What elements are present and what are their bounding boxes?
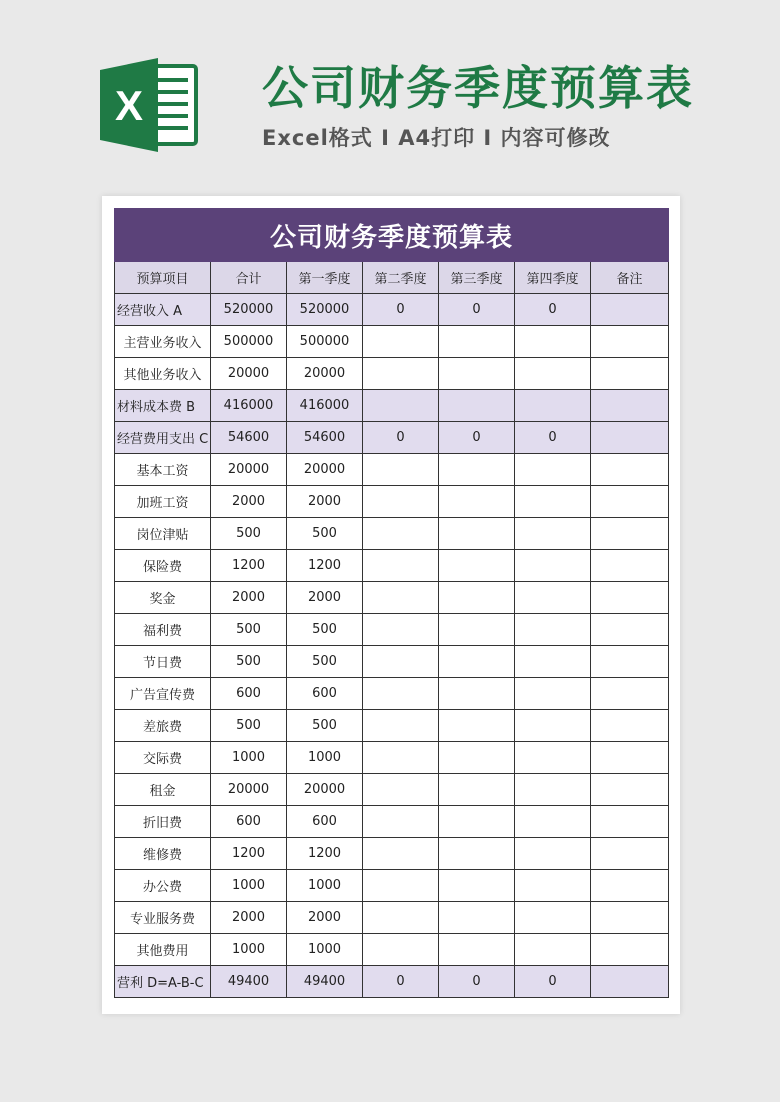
column-header: 第四季度 xyxy=(515,262,591,294)
q4-cell[interactable] xyxy=(515,390,591,422)
table-row xyxy=(115,582,669,614)
q1-cell[interactable]: 600 xyxy=(287,678,363,710)
q4-cell[interactable] xyxy=(515,806,591,838)
table-header-row xyxy=(115,262,669,294)
note-cell[interactable] xyxy=(591,966,669,998)
q1-cell[interactable]: 1000 xyxy=(287,934,363,966)
excel-logo-letter: X xyxy=(114,82,144,129)
total-cell[interactable]: 49400 xyxy=(211,966,287,998)
note-cell[interactable] xyxy=(591,518,669,550)
note-cell[interactable] xyxy=(591,454,669,486)
total-cell[interactable]: 2000 xyxy=(211,902,287,934)
q1-cell[interactable]: 600 xyxy=(287,806,363,838)
table-row xyxy=(115,742,669,774)
q4-cell[interactable] xyxy=(515,614,591,646)
total-cell[interactable]: 1000 xyxy=(211,742,287,774)
total-cell[interactable]: 54600 xyxy=(211,422,287,454)
q3-cell[interactable] xyxy=(439,326,515,358)
table-row xyxy=(115,518,669,550)
note-cell[interactable] xyxy=(591,710,669,742)
q3-cell[interactable] xyxy=(439,390,515,422)
total-cell[interactable]: 1200 xyxy=(211,838,287,870)
total-cell[interactable]: 600 xyxy=(211,678,287,710)
note-cell[interactable] xyxy=(591,870,669,902)
q4-cell[interactable] xyxy=(515,742,591,774)
q4-cell[interactable] xyxy=(515,934,591,966)
budget-table xyxy=(114,208,669,998)
q4-cell[interactable] xyxy=(515,550,591,582)
q2-cell[interactable] xyxy=(363,902,439,934)
q2-cell[interactable] xyxy=(363,454,439,486)
budget-item-cell[interactable]: 差旅费 xyxy=(115,710,211,742)
q1-cell[interactable]: 20000 xyxy=(287,454,363,486)
q2-cell[interactable]: 0 xyxy=(363,422,439,454)
table-title: 公司财务季度预算表 xyxy=(115,209,669,262)
q1-cell[interactable]: 500 xyxy=(287,614,363,646)
q4-cell[interactable] xyxy=(515,678,591,710)
budget-item-cell[interactable]: 经营收入 A xyxy=(115,294,211,326)
q1-cell[interactable]: 1000 xyxy=(287,870,363,902)
page-subtitle: Excel格式 I A4打印 I 内容可修改 xyxy=(262,126,611,150)
q2-cell[interactable] xyxy=(363,518,439,550)
budget-item-cell[interactable]: 加班工资 xyxy=(115,486,211,518)
budget-item-cell[interactable]: 交际费 xyxy=(115,742,211,774)
q3-cell[interactable] xyxy=(439,358,515,390)
total-cell[interactable]: 1000 xyxy=(211,870,287,902)
q2-cell[interactable]: 0 xyxy=(363,294,439,326)
q1-cell[interactable]: 2000 xyxy=(287,902,363,934)
table-row xyxy=(115,710,669,742)
budget-item-cell[interactable]: 办公费 xyxy=(115,870,211,902)
table-row xyxy=(115,902,669,934)
budget-item-cell[interactable]: 营利 D=A-B-C xyxy=(115,966,211,998)
budget-item-cell[interactable]: 其他业务收入 xyxy=(115,358,211,390)
table-row xyxy=(115,646,669,678)
total-cell[interactable]: 500 xyxy=(211,710,287,742)
note-cell[interactable] xyxy=(591,774,669,806)
q4-cell[interactable] xyxy=(515,486,591,518)
column-header: 第二季度 xyxy=(363,262,439,294)
column-header: 预算项目 xyxy=(115,262,211,294)
total-cell[interactable]: 500 xyxy=(211,646,287,678)
q2-cell[interactable] xyxy=(363,582,439,614)
q3-cell[interactable] xyxy=(439,454,515,486)
q2-cell[interactable] xyxy=(363,358,439,390)
q4-cell[interactable] xyxy=(515,454,591,486)
q3-cell[interactable] xyxy=(439,838,515,870)
total-cell[interactable]: 20000 xyxy=(211,774,287,806)
q1-cell[interactable]: 20000 xyxy=(287,358,363,390)
q2-cell[interactable] xyxy=(363,614,439,646)
q4-cell[interactable] xyxy=(515,646,591,678)
q4-cell[interactable] xyxy=(515,902,591,934)
q1-cell[interactable]: 416000 xyxy=(287,390,363,422)
excel-logo-icon xyxy=(100,58,200,152)
table-row-group xyxy=(115,294,669,326)
table-row xyxy=(115,454,669,486)
table-row xyxy=(115,870,669,902)
table-row-group xyxy=(115,966,669,998)
q3-cell[interactable] xyxy=(439,678,515,710)
note-cell[interactable] xyxy=(591,678,669,710)
table-row xyxy=(115,550,669,582)
note-cell[interactable] xyxy=(591,902,669,934)
q4-cell[interactable]: 0 xyxy=(515,966,591,998)
total-cell[interactable]: 2000 xyxy=(211,486,287,518)
budget-item-cell[interactable]: 折旧费 xyxy=(115,806,211,838)
q4-cell[interactable] xyxy=(515,582,591,614)
q1-cell[interactable]: 54600 xyxy=(287,422,363,454)
total-cell[interactable]: 20000 xyxy=(211,358,287,390)
q4-cell[interactable]: 0 xyxy=(515,422,591,454)
table-row xyxy=(115,838,669,870)
note-cell[interactable] xyxy=(591,582,669,614)
q2-cell[interactable]: 0 xyxy=(363,966,439,998)
note-cell[interactable] xyxy=(591,806,669,838)
q1-cell[interactable]: 2000 xyxy=(287,486,363,518)
total-cell[interactable]: 500 xyxy=(211,614,287,646)
note-cell[interactable] xyxy=(591,486,669,518)
budget-item-cell[interactable]: 材料成本费 B xyxy=(115,390,211,422)
total-cell[interactable]: 1200 xyxy=(211,550,287,582)
q1-cell[interactable]: 20000 xyxy=(287,774,363,806)
q2-cell[interactable] xyxy=(363,806,439,838)
q1-cell[interactable]: 1200 xyxy=(287,838,363,870)
total-cell[interactable]: 500000 xyxy=(211,326,287,358)
table-row xyxy=(115,614,669,646)
table-row xyxy=(115,358,669,390)
q4-cell[interactable] xyxy=(515,326,591,358)
table-row xyxy=(115,934,669,966)
table-row xyxy=(115,678,669,710)
table-row-group xyxy=(115,390,669,422)
q2-cell[interactable] xyxy=(363,550,439,582)
q3-cell[interactable] xyxy=(439,646,515,678)
total-cell[interactable]: 1000 xyxy=(211,934,287,966)
budget-item-cell[interactable]: 广告宣传费 xyxy=(115,678,211,710)
q3-cell[interactable] xyxy=(439,582,515,614)
q4-cell[interactable] xyxy=(515,838,591,870)
note-cell[interactable] xyxy=(591,294,669,326)
budget-item-cell[interactable]: 其他费用 xyxy=(115,934,211,966)
budget-item-cell[interactable]: 奖金 xyxy=(115,582,211,614)
q2-cell[interactable] xyxy=(363,742,439,774)
q3-cell[interactable] xyxy=(439,614,515,646)
total-cell[interactable]: 2000 xyxy=(211,582,287,614)
q3-cell[interactable]: 0 xyxy=(439,422,515,454)
table-title-row xyxy=(115,209,669,262)
column-header: 合计 xyxy=(211,262,287,294)
q4-cell[interactable] xyxy=(515,870,591,902)
budget-item-cell[interactable]: 专业服务费 xyxy=(115,902,211,934)
q1-cell[interactable]: 1000 xyxy=(287,742,363,774)
q3-cell[interactable] xyxy=(439,710,515,742)
note-cell[interactable] xyxy=(591,550,669,582)
note-cell[interactable] xyxy=(591,326,669,358)
q2-cell[interactable] xyxy=(363,934,439,966)
q3-cell[interactable] xyxy=(439,550,515,582)
q3-cell[interactable] xyxy=(439,486,515,518)
q2-cell[interactable] xyxy=(363,838,439,870)
budget-item-cell[interactable]: 主营业务收入 xyxy=(115,326,211,358)
budget-item-cell[interactable]: 保险费 xyxy=(115,550,211,582)
q2-cell[interactable] xyxy=(363,678,439,710)
q1-cell[interactable]: 500 xyxy=(287,646,363,678)
total-cell[interactable]: 520000 xyxy=(211,294,287,326)
q3-cell[interactable]: 0 xyxy=(439,294,515,326)
note-cell[interactable] xyxy=(591,646,669,678)
spreadsheet-sheet xyxy=(102,196,680,1014)
column-header: 第三季度 xyxy=(439,262,515,294)
note-cell[interactable] xyxy=(591,838,669,870)
q3-cell[interactable] xyxy=(439,806,515,838)
q3-cell[interactable] xyxy=(439,742,515,774)
budget-item-cell[interactable]: 福利费 xyxy=(115,614,211,646)
budget-item-cell[interactable]: 岗位津贴 xyxy=(115,518,211,550)
table-row xyxy=(115,774,669,806)
q2-cell[interactable] xyxy=(363,710,439,742)
q1-cell[interactable]: 2000 xyxy=(287,582,363,614)
q1-cell[interactable]: 500000 xyxy=(287,326,363,358)
q2-cell[interactable] xyxy=(363,486,439,518)
q3-cell[interactable] xyxy=(439,774,515,806)
q1-cell[interactable]: 520000 xyxy=(287,294,363,326)
note-cell[interactable] xyxy=(591,358,669,390)
budget-item-cell[interactable]: 经营费用支出 C xyxy=(115,422,211,454)
page-header xyxy=(0,0,780,180)
budget-item-cell[interactable]: 基本工资 xyxy=(115,454,211,486)
q3-cell[interactable] xyxy=(439,518,515,550)
budget-item-cell[interactable]: 节日费 xyxy=(115,646,211,678)
q4-cell[interactable]: 0 xyxy=(515,294,591,326)
table-row xyxy=(115,806,669,838)
q4-cell[interactable] xyxy=(515,358,591,390)
total-cell[interactable]: 500 xyxy=(211,518,287,550)
page-title: 公司财务季度预算表 xyxy=(262,61,694,115)
q1-cell[interactable]: 500 xyxy=(287,518,363,550)
q3-cell[interactable] xyxy=(439,870,515,902)
table-row-group xyxy=(115,422,669,454)
table-row xyxy=(115,486,669,518)
q2-cell[interactable] xyxy=(363,326,439,358)
q1-cell[interactable]: 500 xyxy=(287,710,363,742)
q2-cell[interactable] xyxy=(363,390,439,422)
total-cell[interactable]: 416000 xyxy=(211,390,287,422)
q3-cell[interactable]: 0 xyxy=(439,966,515,998)
note-cell[interactable] xyxy=(591,934,669,966)
note-cell[interactable] xyxy=(591,742,669,774)
column-header: 备注 xyxy=(591,262,669,294)
q1-cell[interactable]: 1200 xyxy=(287,550,363,582)
budget-item-cell[interactable]: 维修费 xyxy=(115,838,211,870)
note-cell[interactable] xyxy=(591,422,669,454)
total-cell[interactable]: 600 xyxy=(211,806,287,838)
q2-cell[interactable] xyxy=(363,646,439,678)
total-cell[interactable]: 20000 xyxy=(211,454,287,486)
column-header: 第一季度 xyxy=(287,262,363,294)
q3-cell[interactable] xyxy=(439,934,515,966)
q4-cell[interactable] xyxy=(515,774,591,806)
q4-cell[interactable] xyxy=(515,518,591,550)
q3-cell[interactable] xyxy=(439,902,515,934)
budget-item-cell[interactable]: 租金 xyxy=(115,774,211,806)
table-row xyxy=(115,326,669,358)
note-cell[interactable] xyxy=(591,614,669,646)
q2-cell[interactable] xyxy=(363,774,439,806)
q2-cell[interactable] xyxy=(363,870,439,902)
note-cell[interactable] xyxy=(591,390,669,422)
q4-cell[interactable] xyxy=(515,710,591,742)
q1-cell[interactable]: 49400 xyxy=(287,966,363,998)
